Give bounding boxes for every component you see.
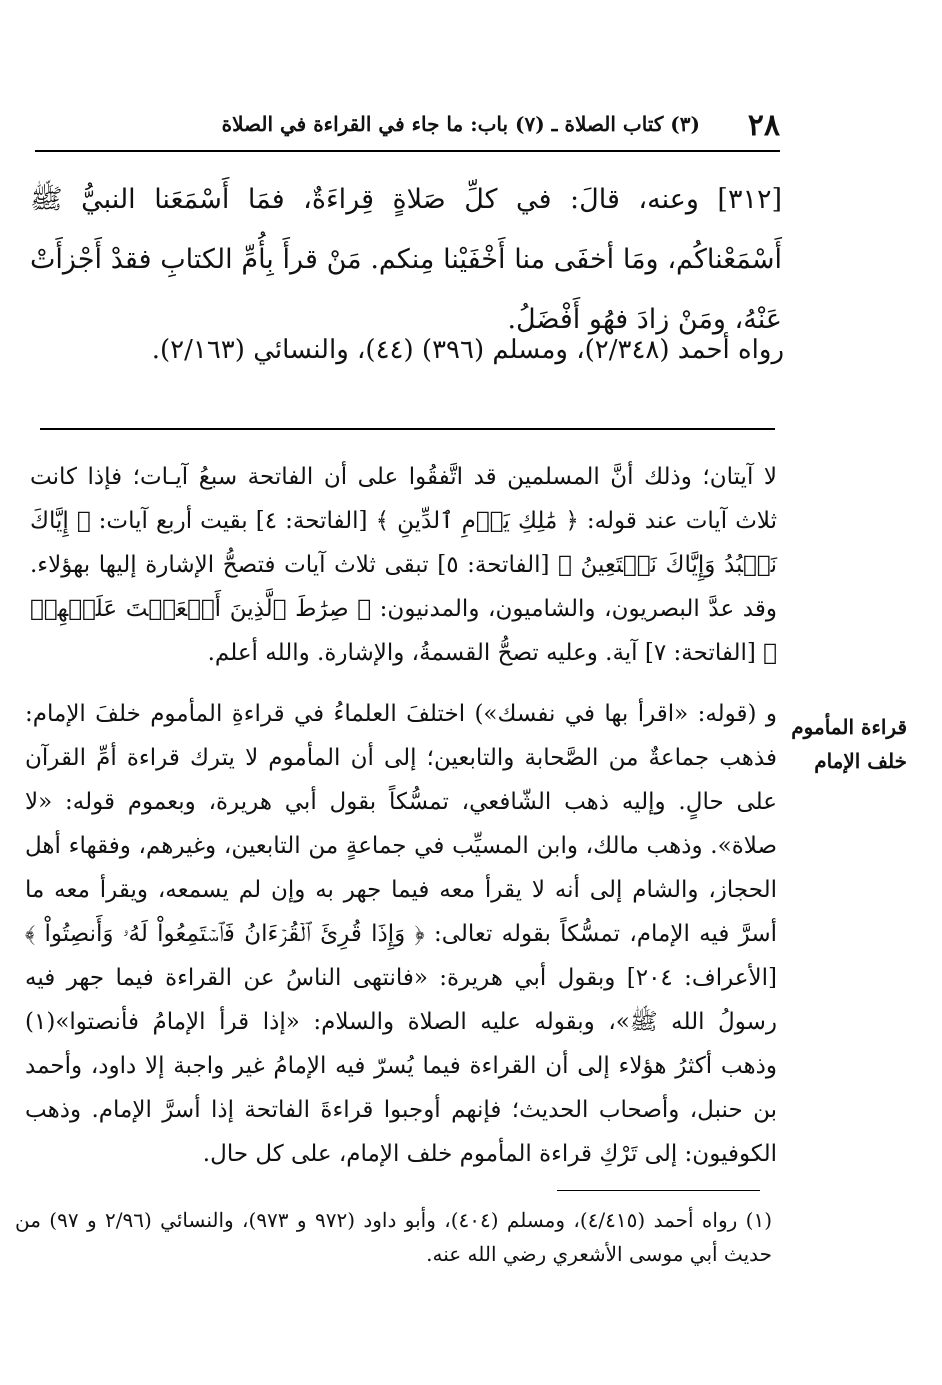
header-rule bbox=[35, 150, 780, 152]
margin-heading bbox=[777, 710, 907, 778]
hadith-source: رواه أحمد (٢/٣٤٨)، ومسلم (٣٩٦) (٤٤)، والنسائي (٢/١٦٣). bbox=[151, 335, 784, 365]
commentary-text-2: و (قوله: «اقرأ بها في نفسك») اختلفَ العلماءُ في قراءةِ المأموم خلفَ الإمام: فذهب جماعةٌ من الصَّحابة والتابعين؛ إلى أن المأموم لا يترك قراءة أمِّ القرآن على حالٍ. وإليه ذهب الشّافعي، تمسُّكاً بقول أبي هريرة، وبعموم قوله: «لا صلاة». وذهب مالك، وابن المسيِّب في جماعةٍ من التابعين، وغيرهم، وفقهاء أهل الحجاز، والشام إلى أنه لا يقرأ معه فيما جهر به وإن لم يسمعه، ويقرأ معه ما أسرَّ فيه الإمام، تمسُّكاً بقوله تعالى: ﴿ وَإِذَا قُرِئَ ٱلۡقُرۡءَانُ فَٱسۡتَمِعُواْ لَهُۥ وَأَنصِتُواْ ﴾ [الأعراف: ٢٠٤] وبقول أبي هريرة: «فانتهى الناسُ عن القراءة فيما جهر فيه رسولُ الله ﷺ»، وبقوله عليه الصلاة والسلام: «إذا قرأ الإمامُ فأنصتوا»(١) وذهب أكثرُ هؤلاء إلى أن القراءة فيما يُسرّ فيه الإمامُ غير واجبة إلا داود، وأحمد بن حنبل، وأصحاب الحديث؛ فإنهم أوجبوا قراءةَ الفاتحة إذا أسرَّ الإمام. وذهب الكوفيون: إلى تَرْكِ قراءة المأموم خلف الإمام، على كل حال. bbox=[25, 701, 778, 1167]
footnote-text: (١) رواه أحمد (٤/٤١٥)، ومسلم (٤٠٤)، وأبو داود (٩٧٢ و ٩٧٣)، والنسائي (٢/٩٦ و ٩٧) من حديث أبي موسى الأشعري رضي الله عنه. bbox=[15, 1208, 773, 1266]
hadith-body: [٣١٢] وعنه، قالَ: في كلِّ صَلاةٍ قِراءَةٌ، فمَا أَسْمَعَنا النبيُّ ﷺ أَسْمَعْناكُم، ومَا أخفَى منا أَخْفَيْنا مِنكم. مَنْ قرأَ بِأُمِّ الكتابِ فقدْ أَجْزأَتْ عَنْهُ، ومَنْ زادَ فهُو أَفْضَلُ. bbox=[30, 184, 782, 335]
footnote-rule bbox=[557, 1190, 760, 1191]
hadith-text bbox=[30, 170, 782, 350]
footnote bbox=[15, 1203, 772, 1271]
commentary-text-1: لا آيتان؛ وذلك أنَّ المسلمين قد اتَّفقُوا على أن الفاتحة سبعُ آيـات؛ فإذا كانت ثلاث آيات عند قوله: ﴿ مَٰلِكِ يَوۡمِ ٱلدِّينِ ﴾ [الفاتحة: ٤] بقيت أربع آيات: ﴿ إِيَّاكَ نَعۡبُدُ وَإِيَّاكَ نَسۡتَعِينُ ﴾ [الفاتحة: ٥] تبقى ثلاث آيات فتصحُّ الإشارة إليها بهؤلاء. وقد عدَّ البصريون، والشاميون، والمدنيون: ﴿ صِرَٰطَ ٱلَّذِينَ أَنۡعَمۡتَ عَلَيۡهِمۡ ﴾ [الفاتحة: ٧] آية. وعليه تصحُّ القسمةُ، والإشارة. والله أعلم. bbox=[30, 464, 777, 666]
page-header bbox=[35, 108, 780, 143]
commentary-paragraph-1 bbox=[30, 455, 777, 675]
running-head: (٣) كتاب الصلاة ـ (٧) باب: ما جاء في القراءة في الصلاة bbox=[221, 112, 700, 136]
page-number: ٢٨ bbox=[747, 108, 780, 143]
commentary-paragraph-2 bbox=[25, 692, 777, 1176]
margin-heading-line-2: خلف الإمام bbox=[814, 749, 907, 773]
section-divider bbox=[40, 428, 775, 430]
margin-heading-line-1: قراءة المأموم bbox=[791, 715, 907, 739]
